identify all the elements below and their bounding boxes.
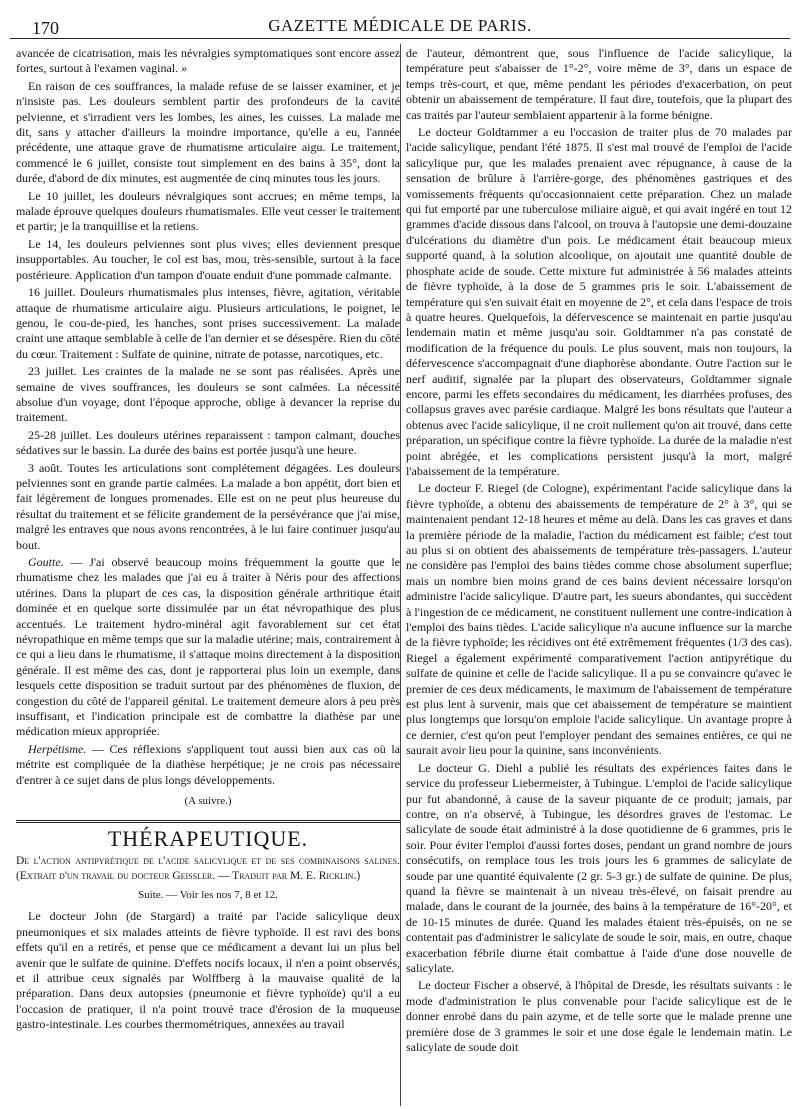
paragraph: 3 août. Toutes les articulations sont complétement dégagées. Les douleurs pelviennes sont en grande partie calmées. La malade a bon appétit, dort bien et fait légèrement de longues promenades. Elle est on ne peut plus heureuse du résultat du traitement et se félicite grandement de la persévérance que j'ai mise, malgré les entraves que nous avons rencontrées, à le lui faire continuer jusqu'au bout. (16, 460, 400, 552)
herpetisme-paragraph (16, 742, 400, 788)
paragraph: En raison de ces souffrances, la malade refuse de se laisser examiner, et je n'insiste pas. Les douleurs semblent partir des profondeurs de la cavité pelvienne, et s'irradient vers les lombes, les aines, les cuisses. La malade me dit, sans y attacher d'ailleurs la moindre importance, qu'elle a eu, l'année précédente, une attaque grave de rhumatisme articulaire aigu. Le traitement, commencé le 6 juillet, consiste tout simplement en des bains à 35°, dont la durée, d'abord de dix minutes, est augmentée de cinq minutes tous les jours. (16, 78, 400, 186)
paragraph: avancée de cicatrisation, mais les névralgies symptomatiques sont encore assez fortes, surtout à l'examen vaginal. » (16, 46, 400, 76)
paragraph: Le 14, les douleurs pelviennes sont plus vives; elles deviennent presque insupportables. Au toucher, le col est bas, mou, très-sensible, surtout à la face postérieure. Application d'un tampon d'ouate enduit d'une pommade calmante. (16, 236, 400, 282)
paragraph: 25-28 juillet. Les douleurs utérines reparaissent : tampon calmant, douches sédatives sur le bassin. La durée des bains est portée jusqu'à une heure. (16, 427, 400, 458)
article-title: De l'action antipyrétique de l'acide salicylique et de ses combinaisons salines. (Extrait d'un travail du docteur Geissler. — Traduit par M. E. Ricklin.) (16, 854, 400, 882)
paragraph: 16 juillet. Douleurs rhumatismales plus intenses, fièvre, agitation, véritable attaque de rhumatisme articulaire aigu. Plusieurs articulations, le poignet, le genou, le cou-de-pied, les hanches, sont prises successivement. La malade craint une attaque semblable à celle de l'an dernier et se désespère. Rien du côté du cœur. Traitement : Sulfate de quinine, nitrate de potasse, narcotiques, etc. (16, 285, 400, 361)
section-divider (16, 820, 400, 823)
herpetisme-heading: Herpétisme. (28, 741, 87, 756)
column-divider (400, 44, 401, 1106)
paragraph: Le 10 juillet, les douleurs névralgiques sont accrues; en même temps, la malade éprouve quelques douleurs rhumatismales. Elle veut cesser le traitement et partir; je la tranquillise et la retiens. (16, 188, 400, 234)
goutte-paragraph (16, 555, 400, 740)
paragraph: Le docteur John (de Stargard) a traité par l'acide salicylique deux pneumoniques et six malades atteints de fièvre typhoïde. Il est ravi des bons effets qu'il en a retirés, et pense que ce médicament a devant lui un plus bel avenir que le sulfate de quinine. D'effets nocifs locaux, il n'en a point observés, et il attribue ceux signalés par Wolffberg à la mauvaise qualité de la préparation. Dans deux autopsies (pneumonie et fièvre typhoïde) qu'il a eu l'occasion de pratiquer, il n'a point trouvé trace d'érosion de la muqueuse gastro-intestinale. Les courbes thermométriques, annexées au travail (16, 909, 400, 1032)
paragraph: Le docteur Goldtammer a eu l'occasion de traiter plus de 70 malades par l'acide salicylique, pendant l'été 1875. Il s'est mal trouvé de l'emploi de l'acide salicylique pur, que les malades prenaient avec répugnance, à cause de la sensation de brûlure à l'arrière-gorge, des phénomènes gastriques et des vomissements fréquents qu'occasionnaient cette préparation. Chez un malade qui fut emporté par une tuberculose miliaire aiguë, et qui avait ingéré en tout 12 grammes d'acide dissous dans l'alcool, on trouva à l'autopsie une demi-douzaine d'ulcérations du diamètre d'un pois. Le médicament était beaucoup mieux supporté quand, à la solution alcoolique, on ajoutait une quantité double de phosphate acide de soude. Cette mixture fut administrée à 56 malades atteints de fièvre typhoïde, à la dose de 5 grammes pris le soir. L'abaissement de température qui s'en suivait était en moyenne de 2°, et cela dans l'espace de trois à quatre heures. Quelquefois, la défervescence se maintenait en partie jusqu'au lendemain matin et même jusqu'au soir. Goldtammer n'a pas constaté de modification de la fréquence du pouls. Le plus souvent, mais non toujours, la défervescence s'accompagnait d'une diaphorèse abondante. Outre l'action sur le nerf auditif, signalée par la plupart des observateurs, Goldtammer signale encore, parmi les effets secondaires du médicament, les diarrhées profuses, des collapsus graves avec parésie cardiaque. Malgré les bons résultats que l'auteur a obtenus avec l'acide salicylique, il ne croit nullement qu'on ait trouvé, dans cette préparation, un spécifique contre la fièvre typhoïde. La durée de la maladie n'est point abrégée, et les complications persistent jusqu'à la mort, malgré l'abaissement de la température. (406, 125, 792, 478)
section-title: THÉRAPEUTIQUE. (107, 825, 309, 851)
suite-note: Suite. — Voir les nos 7, 8 et 12. (138, 888, 278, 901)
page-header (10, 8, 790, 39)
page-number: 170 (32, 18, 59, 38)
a-suivre-note: (A suivre.) (184, 795, 232, 808)
paragraph: de l'auteur, démontrent que, sous l'influence de l'acide salicylique, la température peut s'abaisser de 1°-2°, voire même de 3°, dans un espace de temps très-court, et que, même pendant les périodes d'exacerbation, on peut obtenir un abaissement de température. Il faut dire, toutefois, que la plupart des cas traités par l'auteur semblaient appartenir à la forme bénigne. (406, 46, 792, 122)
left-column (16, 46, 400, 1106)
paragraph: Le docteur G. Diehl a publié les résultats des expériences faites dans le service du professeur Liebermeister, à Tubingue. L'emploi de l'acide salicylique pur fut abandonné, à cause de la saveur piquante de ce produit; jamais, par contre, on n'a observé, à Tubingue, les désordres graves de l'estomac. Le salicylate de soude était administré à la dose quotidienne de 6 grammes, pris le soir. Pour éviter l'emploi d'aussi fortes doses, pendant un grand nombre de jours consécutifs, on remplace tous les trois jours les 6 grammes de salicylate de soude par une quantité équivalente (2 gr. 5-3 gr.) de sulfate de quinine. De plus, quand la fièvre se maintenait à un niveau très-élevé, on faisait prendre au malade, dans le courant de la journée, des bains à la température de 16°-20°, et de 10-15 minutes de durée. Quand les malades étaient très-épuisés, on ne se contentait pas d'administrer le salicylate de soude le soir, mais, en outre, chaque exacerbation fébrile diurne était combattue à l'aide d'une dose nouvelle de salicylate. (406, 760, 792, 975)
paragraph: 23 juillet. Les craintes de la malade ne se sont pas réalisées. Après une semaine de vives souffrances, les douleurs se sont calmées. La nécessité absolue d'un voyage, dont l'époque approche, oblige à devancer la reprise du traitement. (16, 364, 400, 425)
goutte-text: — J'ai observé beaucoup moins fréquemment la goutte que le rhumatisme chez les malades que j'ai eu à traiter à Néris pour des affections utérines. Dans la plupart de ces cas, la disposition générale arthritique était dominée et en quelque sorte dissimulée par un état névropathique des plus accentués. Le traitement hydro-minéral agit favorablement sur cet état névropathique en même temps que sur la maladie utérine; mais, contrairement à ce qui a lieu dans le rhumatisme, il s'attaque moins directement à la disposition générale. Il est même des cas, dont je rapporterai plus loin un exemple, dans lesquels cette disposition se traduit surtout par des phénomènes de fluxion, de congestion du côté de l'appareil génital. Le traitement demeure alors à peu près insuffisant, et l'indication principale est de combattre la diathèse par une médication mieux appropriée. (16, 555, 400, 739)
journal-title: GAZETTE MÉDICALE DE PARIS. (268, 16, 532, 35)
herpetisme-text: — Ces réflexions s'appliquent tout aussi bien aux cas où la métrite est compliquée de la diathèse herpétique; je ne crois pas nécessaire d'entrer à ce sujet dans de plus longs développements. (16, 741, 400, 787)
goutte-heading: Goutte. (28, 555, 64, 569)
paragraph: Le docteur F. Riegel (de Cologne), expérimentant l'acide salicylique dans la fièvre typhoïde, a obtenu des abaissements de température de 2° à 3°, qui se maintenaient pendant 12-18 heures et même au delà. Dans les cas graves et dans la première période de la maladie, l'action du médicament est faible; c'est tout au plus si on obtient des abaissements de température très-passagers. L'auteur ne considère pas l'emploi des bains tièdes comme chose absolument superflue; mais un nombre bien moins grand de ces bains devient nécessaire lorsqu'on administre l'acide salicylique. D'autre part, les sueurs abondantes, qui succèdent à l'ingestion de ce médicament, ne constituent nullement une contre-indication à l'emploi des bains tièdes. L'acide salicylique n'a aucune influence sur la marche de la fièvre typhoïde; les récidives ont été extrêmement fréquentes (1/3 des cas). Riegel a également expérimenté comparativement l'action antipyrétique du sulfate de quinine et celle de l'acide salicylique. Il a pu se convaincre qu'avec le premier de ces deux médicaments, le maximum de l'abaissement de température est plus lent à survenir, mais que cet abaissement de température se maintient plus longtemps que lorsqu'on emploie l'acide salicylique. Un avantage propre à ce dernier, c'est qu'on peut l'employer pendant des semaines entières, ce qui ne saurait avoir lieu pour la quinine, sans inconvénients. (406, 481, 792, 758)
right-column (406, 46, 792, 1106)
paragraph: Le docteur Fischer a observé, à l'hôpital de Dresde, les résultats suivants : le mode d'administration le plus convenable pour l'acide salicylique est de le donner enrobé dans du pain azyme, et de telle sorte que le malade prenne une première dose de 3 grammes le soir et une dose égale le lendemain matin. Le salicylate de soude doit (406, 978, 792, 1054)
